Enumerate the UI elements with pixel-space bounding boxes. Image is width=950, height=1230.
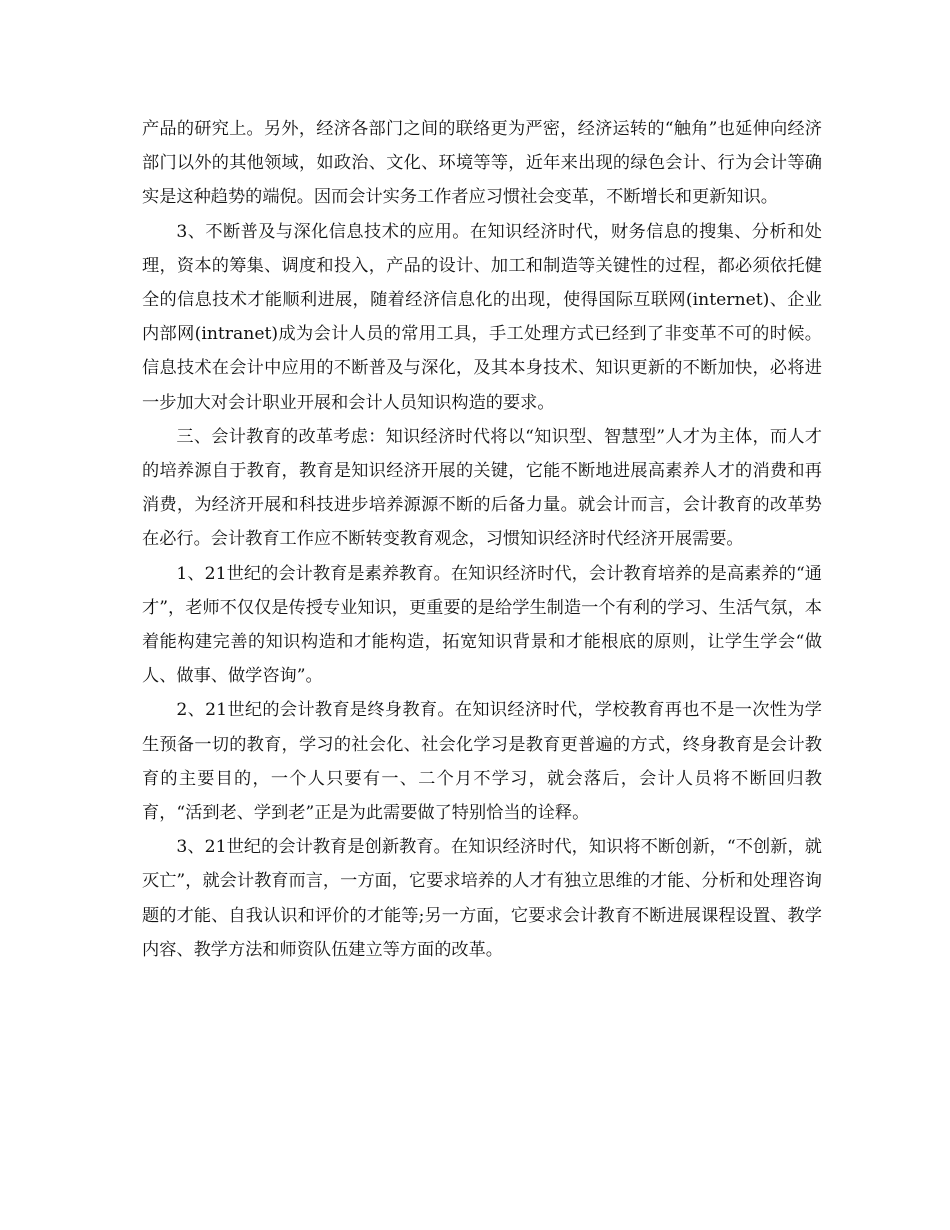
paragraph-info-technology: 3、不断普及与深化信息技术的应用。在知识经济时代，财务信息的搜集、分析和处理，资本的筹集、调度和投入，产品的设计、加工和制造等关键性的过程，都必须依托健全的信息技术才能顺利进展，随着经济信息化的出现，使得国际互联网(internet)、企业内部网(intranet)成为会计人员的常用工具，手工处理方式已经到了非变革不可的时候。信息技术在会计中应用的不断普及与深化，及其本身技术、知识更新的不断加快，必将进一步加大对会计职业开展和会计人员知识构造的要求。	[142, 221, 822, 413]
paragraph-quality-education: 1、21世纪的会计教育是素养教育。在知识经济时代，会计教育培养的是高素养的“通才”，老师不仅仅是传授专业知识，更重要的是给学生制造一个有利的学习、生活气氛，本着能构建完善的知识构造和才能构造，拓宽知识背景和才能根底的原则，让学生学会“做人、做事、做学咨询”。	[142, 563, 822, 687]
paragraph-continuation: 产品的研究上。另外，经济各部门之间的联络更为严密，经济运转的“触角”也延伸向经济部门以外的其他领域，如政治、文化、环境等等，近年来出现的绿色会计、行为会计等确实是这种趋势的端倪。因而会计实务工作者应习惯社会变革，不断增长和更新知识。	[142, 119, 822, 208]
paragraph-education-reform: 三、会计教育的改革考虑：知识经济时代将以“知识型、智慧型”人才为主体，而人才的培养源自于教育，教育是知识经济开展的关键，它能不断地进展高素养人才的消费和再消费，为经济开展和科技进步培养源源不断的后备力量。就会计而言，会计教育的改革势在必行。会计教育工作应不断转变教育观念，习惯知识经济时代经济开展需要。	[142, 426, 822, 550]
paragraph-innovation-education: 3、21世纪的会计教育是创新教育。在知识经济时代，知识将不断创新，“不创新，就灭亡”，就会计教育而言，一方面，它要求培养的人才有独立思维的才能、分析和处理咨询题的才能、自我认识和评价的才能等;另一方面，它要求会计教育不断进展课程设置、教学内容、教学方法和师资队伍建立等方面的改革。	[142, 837, 822, 960]
document-body	[142, 112, 822, 967]
paragraph-lifelong-education: 2、21世纪的会计教育是终身教育。在知识经济时代，学校教育再也不是一次性为学生预备一切的教育，学习的社会化、社会化学习是教育更普遍的方式，终身教育是会计教育的主要目的，一个人只要有一、二个月不学习，就会落后，会计人员将不断回归教育，“活到老、学到老”正是为此需要做了特别恰当的诠释。	[142, 700, 822, 824]
